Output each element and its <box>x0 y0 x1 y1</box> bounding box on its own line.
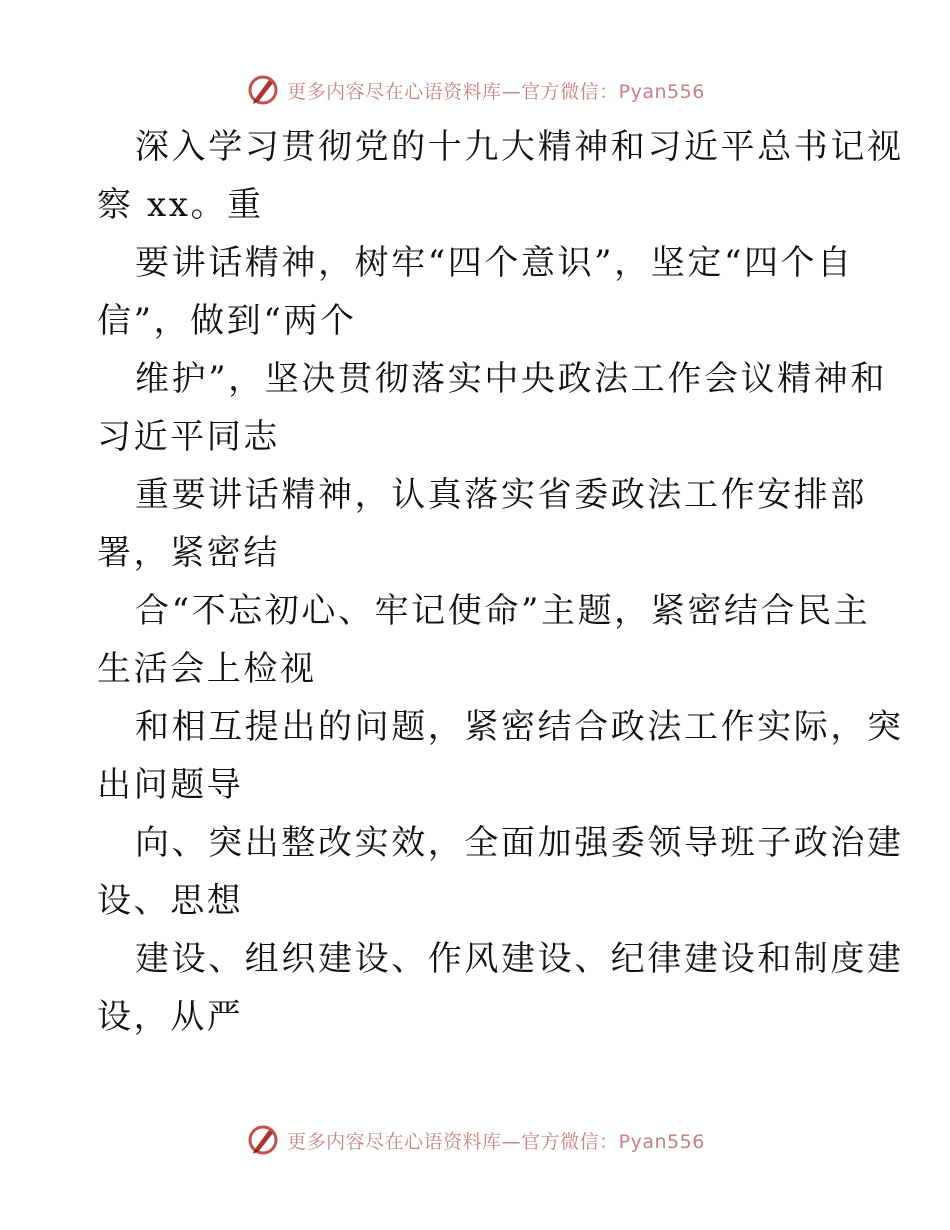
paragraph <box>0 118 950 234</box>
text-line: 重要讲话精神，认真落实省委政法工作安排部 <box>135 475 867 515</box>
text-line: 习近平同志 <box>97 417 280 457</box>
paragraph <box>0 234 950 350</box>
text-line: 信”，做到“两个 <box>97 301 357 341</box>
pen-logo-icon <box>245 72 281 108</box>
text-line: 向、突出整改实效，全面加强委领导班子政治建 <box>135 823 904 863</box>
watermark-text: 更多内容尽在心语资料库—官方微信：Pyan556 <box>287 80 705 103</box>
text-line: 要讲话精神，树牢“四个意识”，坚定“四个自 <box>135 243 854 283</box>
paragraph <box>0 466 950 582</box>
paragraph <box>0 814 950 930</box>
paragraph <box>0 930 950 1046</box>
text-line: 设，从严 <box>97 997 244 1037</box>
text-line: 出问题导 <box>97 765 244 805</box>
text-line: 深入学习贯彻党的十九大精神和习近平总书记视 <box>135 127 904 167</box>
pen-logo-icon <box>245 1122 281 1158</box>
text-line: 设、思想 <box>97 881 244 921</box>
text-line: 和相互提出的问题，紧密结合政法工作实际，突 <box>135 707 904 747</box>
text-line: 生活会上检视 <box>97 649 317 689</box>
document-body <box>0 118 950 1046</box>
footer-watermark <box>0 1118 950 1162</box>
text-line: 维护”，坚决贯彻落实中央政法工作会议精神和 <box>135 359 887 399</box>
watermark-text: 更多内容尽在心语资料库—官方微信：Pyan556 <box>287 1130 705 1153</box>
paragraph <box>0 582 950 698</box>
text-line: 察 xx。重 <box>97 185 264 225</box>
paragraph <box>0 350 950 466</box>
text-line: 合“不忘初心、牢记使命”主题，紧密结合民主 <box>135 591 871 631</box>
text-line: 建设、组织建设、作风建设、纪律建设和制度建 <box>135 939 904 979</box>
text-line: 署，紧密结 <box>97 533 280 573</box>
header-watermark <box>0 68 950 112</box>
paragraph <box>0 698 950 814</box>
